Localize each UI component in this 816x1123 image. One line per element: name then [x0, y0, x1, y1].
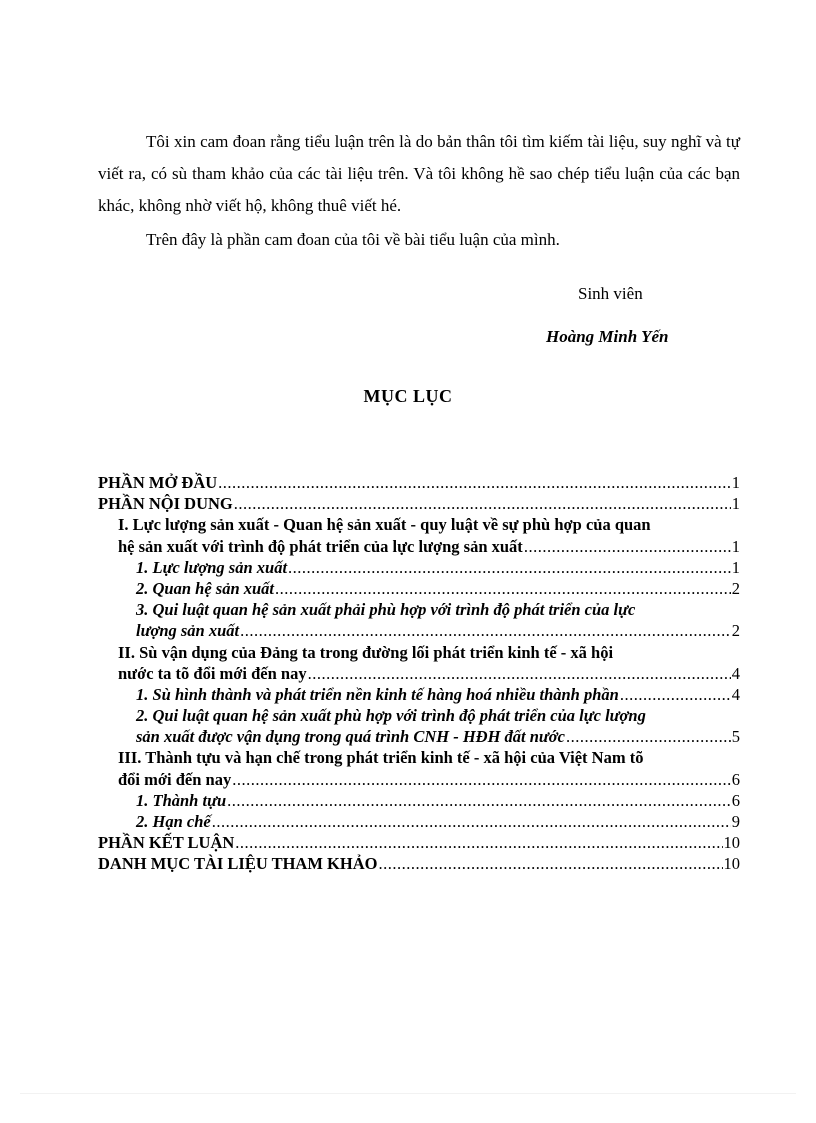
toc-entry-line1[interactable] [98, 705, 740, 726]
table-of-contents [98, 472, 740, 875]
toc-entry-line2[interactable] [98, 536, 740, 557]
toc-entry-text: III. Thành tựu và hạn chế trong phát triển kinh tế - xã hội của Việt Nam tõ [118, 748, 644, 768]
toc-leader [620, 684, 731, 705]
declaration-closing: Trên đây là phần cam đoan của tôi về bài tiểu luận của mình. [146, 230, 560, 249]
toc-entry-text: 1. Lực lượng sản xuất [136, 557, 288, 577]
toc-entry-text: sản xuất được vận dụng trong quá trình CNH - HĐH đất nước [136, 727, 565, 747]
toc-entry[interactable] [98, 832, 740, 853]
toc-entry-line1[interactable] [98, 747, 740, 768]
toc-page-number: 9 [731, 812, 740, 831]
toc-entry[interactable] [98, 493, 740, 514]
toc-leader [212, 811, 731, 832]
toc-page-number: 10 [723, 833, 740, 853]
page-bottom-rule [20, 1093, 796, 1094]
toc-entry[interactable] [98, 853, 740, 874]
toc-entry-text: 1. Thành tựu [136, 790, 227, 810]
toc-entry[interactable] [98, 790, 740, 811]
toc-leader [227, 790, 731, 811]
toc-entry-line2[interactable] [98, 663, 740, 684]
toc-page-number: 6 [731, 790, 740, 810]
toc-page-number: 1 [731, 494, 740, 514]
toc-entry-text: nước ta tõ đổi mới đến nay [118, 663, 307, 683]
toc-entry[interactable] [98, 557, 740, 578]
toc-leader [234, 493, 731, 514]
toc-entry-line1[interactable] [98, 599, 740, 620]
toc-leader [524, 536, 731, 557]
signature-name: Hoàng Minh Yến [546, 327, 669, 346]
toc-page-number: 1 [731, 557, 740, 577]
toc-entry-text: 2. Hạn chế [136, 812, 211, 831]
toc-entry[interactable] [98, 472, 740, 493]
toc-leader [218, 472, 731, 493]
toc-entry-text: đổi mới đến nay [118, 769, 232, 789]
toc-leader [275, 578, 731, 599]
toc-entry-text: hệ sản xuất với trình độ phát triển của lực lượng sản xuất [118, 536, 523, 556]
toc-page-number: 5 [731, 727, 740, 747]
declaration-paragraph: Tôi xin cam đoan rằng tiểu luận trên là do bản thân tôi tìm kiếm tài liệu, suy nghĩ và tự viết ra, có sù tham khảo của các tài liệu trên. Và tôi không hề sao chép tiểu luận của các bạn khác, không nhờ viết hộ, không thuê viết hé. [98, 132, 740, 215]
toc-entry-text: I. Lực lượng sản xuất - Quan hệ sản xuất - quy luật về sự phù hợp của quan [118, 515, 651, 535]
toc-entry-text: PHẦN KẾT LUẬN [98, 833, 235, 853]
toc-page-number: 4 [731, 663, 740, 683]
toc-entry-text: lượng sản xuất [136, 621, 240, 641]
toc-page-number: 2 [731, 578, 740, 598]
toc-page-number: 1 [731, 536, 740, 556]
toc-page-number: 1 [731, 473, 740, 492]
toc-entry-text: DANH MỤC TÀI LIỆU THAM KHẢO [98, 854, 378, 874]
toc-leader [566, 726, 731, 747]
toc-entry-line2[interactable] [98, 620, 740, 641]
toc-entry-line2[interactable] [98, 769, 740, 790]
toc-leader [232, 769, 731, 790]
toc-leader [288, 557, 731, 578]
toc-page-number: 6 [731, 769, 740, 789]
toc-entry-line2[interactable] [98, 726, 740, 747]
toc-entry[interactable] [98, 578, 740, 599]
toc-entry-text: 1. Sù hình thành và phát triển nền kinh tế hàng hoá nhiều thành phần [136, 684, 619, 704]
toc-page-number: 10 [723, 854, 740, 874]
toc-entry[interactable] [98, 684, 740, 705]
toc-leader [240, 620, 731, 641]
toc-leader [378, 853, 722, 874]
toc-entry[interactable] [98, 811, 740, 832]
toc-page-number: 4 [731, 684, 740, 704]
toc-entry-text: 3. Qui luật quan hệ sản xuất phải phù hợp với trình độ phát triển của lực [136, 600, 636, 620]
toc-entry-line1[interactable] [98, 642, 740, 663]
toc-entry-text: 2. Qui luật quan hệ sản xuất phù hợp với trình độ phát triển của lực lượng [136, 706, 646, 726]
toc-leader [235, 832, 722, 853]
toc-entry-line1[interactable] [98, 514, 740, 535]
toc-entry-text: PHẦN MỞ ĐẦU [98, 473, 218, 492]
toc-leader [308, 663, 731, 684]
toc-title: MỤC LỤC [363, 386, 453, 406]
toc-entry-text: 2. Quan hệ sản xuất [136, 578, 275, 598]
toc-entry-text: PHẦN NỘI DUNG [98, 494, 233, 514]
toc-page-number: 2 [731, 621, 740, 641]
signature-role: Sinh viên [578, 284, 643, 303]
toc-entry-text: II. Sù vận dụng của Đảng ta trong đường lối phát triển kinh tế - xã hội [118, 642, 614, 662]
